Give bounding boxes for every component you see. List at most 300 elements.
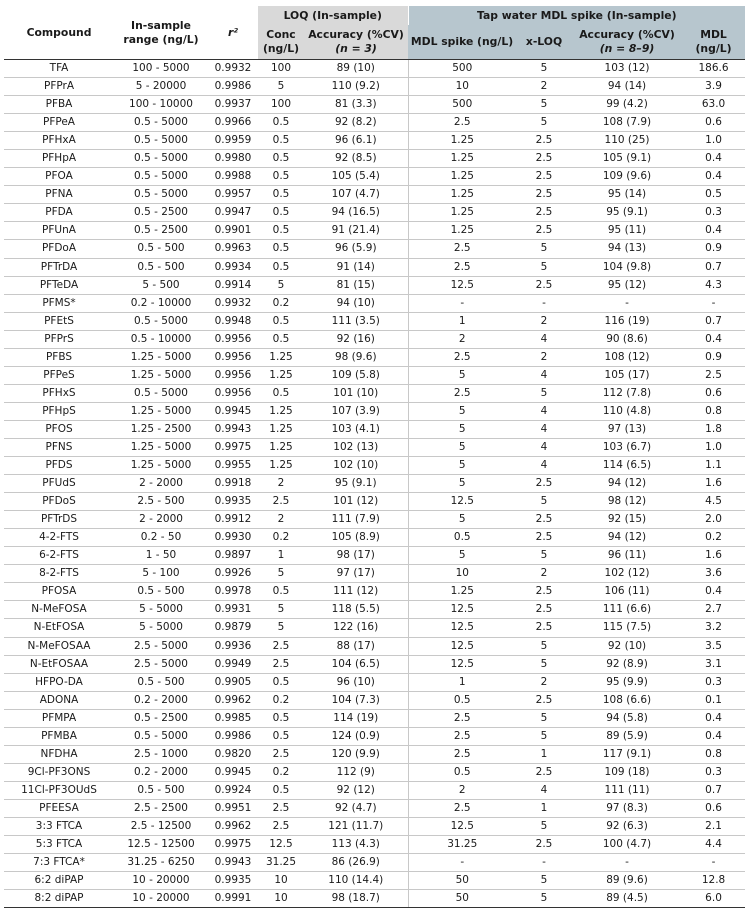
range-cell: 1.25 - 5000 <box>114 366 208 384</box>
compound-cell: 7:3 FTCA* <box>4 854 114 872</box>
compound-cell: 8:2 diPAP <box>4 890 114 908</box>
r2-cell: 0.9934 <box>208 258 258 276</box>
r2-cell: 0.9935 <box>208 872 258 890</box>
mdl-cell: 186.6 <box>682 60 745 78</box>
r2-cell: 0.9962 <box>208 691 258 709</box>
mdl-cell: 0.3 <box>682 204 745 222</box>
table-row <box>4 493 745 511</box>
mdl-spike-cell: 50 <box>408 872 516 890</box>
x-loq-cell: 5 <box>516 258 572 276</box>
x-loq-cell: 2.5 <box>516 222 572 240</box>
compound-cell: PFHpA <box>4 150 114 168</box>
compound-cell: NFDHA <box>4 745 114 763</box>
tap-accuracy-cell: 112 (7.8) <box>572 384 682 402</box>
x-loq-cell: 5 <box>516 727 572 745</box>
loq-conc-cell: 0.2 <box>258 294 304 312</box>
range-cell: 0.5 - 500 <box>114 583 208 601</box>
range-cell: 5 - 5000 <box>114 619 208 637</box>
loq-conc-cell: 0.2 <box>258 529 304 547</box>
loq-accuracy-cell: 98 (9.6) <box>304 348 408 366</box>
mdl-spike-cell: 5 <box>408 547 516 565</box>
loq-conc-cell: 0.5 <box>258 583 304 601</box>
tap-accuracy-cell: 96 (11) <box>572 547 682 565</box>
mdl-cell: 2.5 <box>682 366 745 384</box>
range-cell: 100 - 10000 <box>114 96 208 114</box>
r2-cell: 0.9924 <box>208 781 258 799</box>
compound-cell: N-EtFOSAA <box>4 655 114 673</box>
r2-cell: 0.9980 <box>208 150 258 168</box>
tap-accuracy-cell: 105 (17) <box>572 366 682 384</box>
loq-conc-cell: 0.5 <box>258 168 304 186</box>
mdl-cell: 3.5 <box>682 637 745 655</box>
mdl-cell: 0.4 <box>682 583 745 601</box>
range-cell: 1.25 - 5000 <box>114 402 208 420</box>
compound-cell: ADONA <box>4 691 114 709</box>
compound-cell: PFPeS <box>4 366 114 384</box>
compound-cell: PFUdS <box>4 475 114 493</box>
tap-accuracy-cell: 98 (12) <box>572 493 682 511</box>
range-cell: 2 - 2000 <box>114 511 208 529</box>
r2-cell: 0.9943 <box>208 854 258 872</box>
table-row <box>4 781 745 799</box>
mdl-spike-cell: 2.5 <box>408 384 516 402</box>
table-row <box>4 150 745 168</box>
loq-conc-cell: 1.25 <box>258 457 304 475</box>
r2-cell: 0.9897 <box>208 547 258 565</box>
range-cell: 10 - 20000 <box>114 890 208 908</box>
mdl-cell: 2.7 <box>682 601 745 619</box>
tap-accuracy-cell: 97 (8.3) <box>572 799 682 817</box>
header-acc-loq-line2: (n = 3) <box>335 42 377 55</box>
compound-cell: PFNS <box>4 438 114 456</box>
table-row <box>4 872 745 890</box>
mdl-spike-cell: 5 <box>408 511 516 529</box>
tap-accuracy-cell: 99 (4.2) <box>572 96 682 114</box>
tap-accuracy-cell: 110 (4.8) <box>572 402 682 420</box>
compound-cell: 4-2-FTS <box>4 529 114 547</box>
r2-cell: 0.9956 <box>208 384 258 402</box>
mdl-cell: 0.6 <box>682 799 745 817</box>
range-cell: 0.5 - 2500 <box>114 709 208 727</box>
header-conc-line2: (ng/L) <box>262 42 300 55</box>
compound-cell: PFTeDA <box>4 276 114 294</box>
range-cell: 0.5 - 2500 <box>114 204 208 222</box>
table-row <box>4 727 745 745</box>
header-compound <box>4 6 114 60</box>
loq-conc-cell: 0.5 <box>258 114 304 132</box>
table-row <box>4 691 745 709</box>
table-row <box>4 420 745 438</box>
tap-accuracy-cell: 89 (5.9) <box>572 727 682 745</box>
header-conc-line1: Conc <box>266 28 296 41</box>
table-row <box>4 168 745 186</box>
compound-cell: 6-2-FTS <box>4 547 114 565</box>
r2-cell: 0.9918 <box>208 475 258 493</box>
range-cell: 100 - 5000 <box>114 60 208 78</box>
mdl-spike-cell: 2.5 <box>408 258 516 276</box>
x-loq-cell: 5 <box>516 114 572 132</box>
table-row <box>4 583 745 601</box>
table-row <box>4 637 745 655</box>
range-cell: 0.5 - 2500 <box>114 222 208 240</box>
tap-accuracy-cell: 117 (9.1) <box>572 745 682 763</box>
tap-accuracy-cell: 92 (8.9) <box>572 655 682 673</box>
table-row <box>4 114 745 132</box>
tap-accuracy-cell: 100 (4.7) <box>572 836 682 854</box>
loq-conc-cell: 2.5 <box>258 637 304 655</box>
r2-cell: 0.9988 <box>208 168 258 186</box>
results-table-container <box>4 6 745 908</box>
tap-accuracy-cell: 94 (14) <box>572 78 682 96</box>
header-r2-label: r² <box>227 25 239 39</box>
table-row <box>4 96 745 114</box>
table-row <box>4 132 745 150</box>
compound-cell: 5:3 FTCA <box>4 836 114 854</box>
x-loq-cell: 2.5 <box>516 691 572 709</box>
r2-cell: 0.9879 <box>208 619 258 637</box>
mdl-cell: 0.3 <box>682 673 745 691</box>
mdl-cell: 3.6 <box>682 565 745 583</box>
r2-cell: 0.9935 <box>208 493 258 511</box>
table-row <box>4 60 745 78</box>
loq-conc-cell: 0.2 <box>258 763 304 781</box>
mdl-spike-cell: 2 <box>408 330 516 348</box>
loq-accuracy-cell: 96 (6.1) <box>304 132 408 150</box>
loq-accuracy-cell: 95 (9.1) <box>304 475 408 493</box>
mdl-spike-cell: 1.25 <box>408 132 516 150</box>
header-acc-tap-line2: (n = 8–9) <box>599 42 655 55</box>
loq-conc-cell: 5 <box>258 601 304 619</box>
x-loq-cell: 4 <box>516 402 572 420</box>
loq-accuracy-cell: 107 (4.7) <box>304 186 408 204</box>
mdl-spike-cell: 31.25 <box>408 836 516 854</box>
x-loq-cell: 2.5 <box>516 132 572 150</box>
compound-cell: PFHxA <box>4 132 114 150</box>
mdl-cell: - <box>682 294 745 312</box>
range-cell: 0.2 - 10000 <box>114 294 208 312</box>
compound-cell: PFMBA <box>4 727 114 745</box>
loq-accuracy-cell: 118 (5.5) <box>304 601 408 619</box>
r2-cell: 0.9943 <box>208 420 258 438</box>
header-x-loq <box>516 25 572 60</box>
range-cell: 1.25 - 2500 <box>114 420 208 438</box>
mdl-cell: 1.0 <box>682 438 745 456</box>
x-loq-cell: 2.5 <box>516 529 572 547</box>
r2-cell: 0.9966 <box>208 114 258 132</box>
range-cell: 2.5 - 12500 <box>114 817 208 835</box>
tap-accuracy-cell: 95 (11) <box>572 222 682 240</box>
range-cell: 0.5 - 5000 <box>114 150 208 168</box>
compound-cell: PFDA <box>4 204 114 222</box>
mdl-cell: 0.7 <box>682 781 745 799</box>
loq-conc-cell: 5 <box>258 78 304 96</box>
table-row <box>4 547 745 565</box>
range-cell: 0.2 - 2000 <box>114 763 208 781</box>
header-range-line2: range (ng/L) <box>123 32 199 46</box>
mdl-cell: 0.8 <box>682 745 745 763</box>
loq-accuracy-cell: 111 (12) <box>304 583 408 601</box>
compound-cell: 6:2 diPAP <box>4 872 114 890</box>
loq-accuracy-cell: 91 (21.4) <box>304 222 408 240</box>
range-cell: 0.2 - 50 <box>114 529 208 547</box>
range-cell: 5 - 20000 <box>114 78 208 96</box>
tap-accuracy-cell: 103 (12) <box>572 60 682 78</box>
range-cell: 2.5 - 2500 <box>114 799 208 817</box>
header-mdl-spike <box>408 25 516 60</box>
r2-cell: 0.9901 <box>208 222 258 240</box>
mdl-spike-cell: 5 <box>408 475 516 493</box>
mdl-spike-cell: 12.5 <box>408 637 516 655</box>
mdl-spike-cell: 10 <box>408 565 516 583</box>
compound-cell: PFDS <box>4 457 114 475</box>
range-cell: 5 - 500 <box>114 276 208 294</box>
range-cell: 2.5 - 5000 <box>114 655 208 673</box>
compound-cell: PFBA <box>4 96 114 114</box>
loq-conc-cell: 1.25 <box>258 402 304 420</box>
table-row <box>4 709 745 727</box>
x-loq-cell: 4 <box>516 366 572 384</box>
x-loq-cell: 2 <box>516 673 572 691</box>
compound-cell: N-EtFOSA <box>4 619 114 637</box>
range-cell: 5 - 100 <box>114 565 208 583</box>
range-cell: 2.5 - 1000 <box>114 745 208 763</box>
header-mdl-line1: MDL <box>700 28 727 41</box>
r2-cell: 0.9975 <box>208 836 258 854</box>
loq-conc-cell: 0.5 <box>258 204 304 222</box>
r2-cell: 0.9956 <box>208 330 258 348</box>
mdl-cell: 4.5 <box>682 493 745 511</box>
table-row <box>4 330 745 348</box>
mdl-spike-cell: 2.5 <box>408 709 516 727</box>
x-loq-cell: 4 <box>516 438 572 456</box>
tap-accuracy-cell: 94 (13) <box>572 240 682 258</box>
range-cell: 10 - 20000 <box>114 872 208 890</box>
mdl-spike-cell: 5 <box>408 438 516 456</box>
x-loq-cell: 5 <box>516 655 572 673</box>
compound-cell: PFEtS <box>4 312 114 330</box>
loq-conc-cell: 0.5 <box>258 727 304 745</box>
mdl-cell: 0.7 <box>682 258 745 276</box>
loq-conc-cell: 0.5 <box>258 186 304 204</box>
tap-accuracy-cell: 105 (9.1) <box>572 150 682 168</box>
compound-cell: PFTrDA <box>4 258 114 276</box>
mdl-spike-cell: 12.5 <box>408 655 516 673</box>
compound-cell: PFPrS <box>4 330 114 348</box>
tap-accuracy-cell: 97 (13) <box>572 420 682 438</box>
loq-conc-cell: 5 <box>258 565 304 583</box>
r2-cell: 0.9931 <box>208 601 258 619</box>
loq-conc-cell: 31.25 <box>258 854 304 872</box>
loq-accuracy-cell: 103 (4.1) <box>304 420 408 438</box>
table-row <box>4 312 745 330</box>
mdl-cell: 0.8 <box>682 402 745 420</box>
table-row <box>4 601 745 619</box>
mdl-spike-cell: 1.25 <box>408 186 516 204</box>
loq-conc-cell: 2.5 <box>258 493 304 511</box>
mdl-cell: 0.6 <box>682 114 745 132</box>
table-row <box>4 890 745 908</box>
table-body <box>4 60 745 908</box>
header-r2 <box>208 6 258 60</box>
compound-cell: PFMS* <box>4 294 114 312</box>
loq-conc-cell: 0.5 <box>258 240 304 258</box>
header-mdl-spike-label: MDL spike (ng/L) <box>410 35 514 48</box>
loq-accuracy-cell: 91 (14) <box>304 258 408 276</box>
r2-cell: 0.9926 <box>208 565 258 583</box>
tap-accuracy-cell: 108 (6.6) <box>572 691 682 709</box>
tap-accuracy-cell: 108 (7.9) <box>572 114 682 132</box>
loq-accuracy-cell: 89 (10) <box>304 60 408 78</box>
r2-cell: 0.9820 <box>208 745 258 763</box>
loq-conc-cell: 2.5 <box>258 799 304 817</box>
tap-accuracy-cell: 111 (11) <box>572 781 682 799</box>
range-cell: 0.5 - 5000 <box>114 186 208 204</box>
table-row <box>4 854 745 872</box>
table-row <box>4 240 745 258</box>
r2-cell: 0.9930 <box>208 529 258 547</box>
mdl-spike-cell: 5 <box>408 457 516 475</box>
range-cell: 0.2 - 2000 <box>114 691 208 709</box>
loq-accuracy-cell: 97 (17) <box>304 565 408 583</box>
mdl-cell: 0.1 <box>682 691 745 709</box>
header-group-loq-label: LOQ (In-sample) <box>283 8 382 22</box>
range-cell: 1.25 - 5000 <box>114 348 208 366</box>
loq-conc-cell: 2 <box>258 511 304 529</box>
range-cell: 31.25 - 6250 <box>114 854 208 872</box>
r2-cell: 0.9932 <box>208 60 258 78</box>
r2-cell: 0.9962 <box>208 817 258 835</box>
tap-accuracy-cell: 95 (14) <box>572 186 682 204</box>
loq-accuracy-cell: 121 (11.7) <box>304 817 408 835</box>
mdl-cell: 0.6 <box>682 384 745 402</box>
loq-conc-cell: 1 <box>258 547 304 565</box>
mdl-cell: 0.4 <box>682 727 745 745</box>
mdl-spike-cell: 0.5 <box>408 763 516 781</box>
mdl-spike-cell: 5 <box>408 402 516 420</box>
compound-cell: PFBS <box>4 348 114 366</box>
mdl-cell: 2.1 <box>682 817 745 835</box>
loq-accuracy-cell: 101 (10) <box>304 384 408 402</box>
table-row <box>4 511 745 529</box>
r2-cell: 0.9986 <box>208 727 258 745</box>
header-group-loq <box>258 6 408 25</box>
tap-accuracy-cell: 110 (25) <box>572 132 682 150</box>
compound-cell: PFHxS <box>4 384 114 402</box>
mdl-spike-cell: 500 <box>408 96 516 114</box>
tap-accuracy-cell: 92 (15) <box>572 511 682 529</box>
r2-cell: 0.9945 <box>208 763 258 781</box>
x-loq-cell: 2.5 <box>516 150 572 168</box>
range-cell: 1.25 - 5000 <box>114 438 208 456</box>
loq-conc-cell: 0.5 <box>258 384 304 402</box>
table-row <box>4 222 745 240</box>
header-group-tap-label: Tap water MDL spike (In-sample) <box>477 8 677 22</box>
compound-cell: 3:3 FTCA <box>4 817 114 835</box>
x-loq-cell: 2 <box>516 78 572 96</box>
loq-conc-cell: 0.5 <box>258 330 304 348</box>
table-row <box>4 529 745 547</box>
r2-cell: 0.9978 <box>208 583 258 601</box>
tap-accuracy-cell: 114 (6.5) <box>572 457 682 475</box>
loq-accuracy-cell: 113 (4.3) <box>304 836 408 854</box>
mdl-spike-cell: 0.5 <box>408 691 516 709</box>
range-cell: 0.5 - 5000 <box>114 114 208 132</box>
compound-cell: PFUnA <box>4 222 114 240</box>
r2-cell: 0.9957 <box>208 186 258 204</box>
range-cell: 0.5 - 5000 <box>114 384 208 402</box>
loq-conc-cell: 1.25 <box>258 348 304 366</box>
loq-conc-cell: 0.5 <box>258 258 304 276</box>
loq-accuracy-cell: 105 (8.9) <box>304 529 408 547</box>
tap-accuracy-cell: 94 (5.8) <box>572 709 682 727</box>
loq-accuracy-cell: 81 (15) <box>304 276 408 294</box>
mdl-spike-cell: 2.5 <box>408 348 516 366</box>
mdl-spike-cell: 2.5 <box>408 727 516 745</box>
tap-accuracy-cell: - <box>572 854 682 872</box>
table-row <box>4 457 745 475</box>
loq-accuracy-cell: 102 (13) <box>304 438 408 456</box>
x-loq-cell: 5 <box>516 637 572 655</box>
compound-cell: N-MeFOSAA <box>4 637 114 655</box>
table-row <box>4 348 745 366</box>
loq-accuracy-cell: 120 (9.9) <box>304 745 408 763</box>
table-header <box>4 6 745 60</box>
mdl-spike-cell: 500 <box>408 60 516 78</box>
x-loq-cell: 4 <box>516 781 572 799</box>
loq-accuracy-cell: 104 (6.5) <box>304 655 408 673</box>
tap-accuracy-cell: 115 (7.5) <box>572 619 682 637</box>
x-loq-cell: 2.5 <box>516 836 572 854</box>
loq-conc-cell: 2.5 <box>258 745 304 763</box>
x-loq-cell: 1 <box>516 799 572 817</box>
x-loq-cell: - <box>516 854 572 872</box>
mdl-spike-cell: 1.25 <box>408 222 516 240</box>
r2-cell: 0.9991 <box>208 890 258 908</box>
mdl-cell: 2.0 <box>682 511 745 529</box>
table-row <box>4 438 745 456</box>
mdl-cell: 1.6 <box>682 547 745 565</box>
mdl-spike-cell: 5 <box>408 366 516 384</box>
range-cell: 0.5 - 5000 <box>114 312 208 330</box>
x-loq-cell: 5 <box>516 890 572 908</box>
mdl-cell: 1.8 <box>682 420 745 438</box>
mdl-cell: 0.7 <box>682 312 745 330</box>
loq-conc-cell: 0.5 <box>258 312 304 330</box>
r2-cell: 0.9947 <box>208 204 258 222</box>
header-compound-label: Compound <box>26 25 92 39</box>
r2-cell: 0.9948 <box>208 312 258 330</box>
table-row <box>4 204 745 222</box>
table-row <box>4 258 745 276</box>
mdl-spike-cell: 1.25 <box>408 204 516 222</box>
mdl-cell: 0.4 <box>682 168 745 186</box>
x-loq-cell: 4 <box>516 457 572 475</box>
loq-accuracy-cell: 96 (10) <box>304 673 408 691</box>
x-loq-cell: 5 <box>516 493 572 511</box>
loq-conc-cell: 0.5 <box>258 150 304 168</box>
table-row <box>4 294 745 312</box>
mdl-spike-cell: 1.25 <box>408 150 516 168</box>
mdl-cell: 1.6 <box>682 475 745 493</box>
mdl-cell: - <box>682 854 745 872</box>
mdl-cell: 4.4 <box>682 836 745 854</box>
table-row <box>4 745 745 763</box>
loq-conc-cell: 0.5 <box>258 673 304 691</box>
x-loq-cell: 5 <box>516 240 572 258</box>
mdl-spike-cell: 1.25 <box>408 168 516 186</box>
loq-accuracy-cell: 105 (5.4) <box>304 168 408 186</box>
loq-conc-cell: 12.5 <box>258 836 304 854</box>
